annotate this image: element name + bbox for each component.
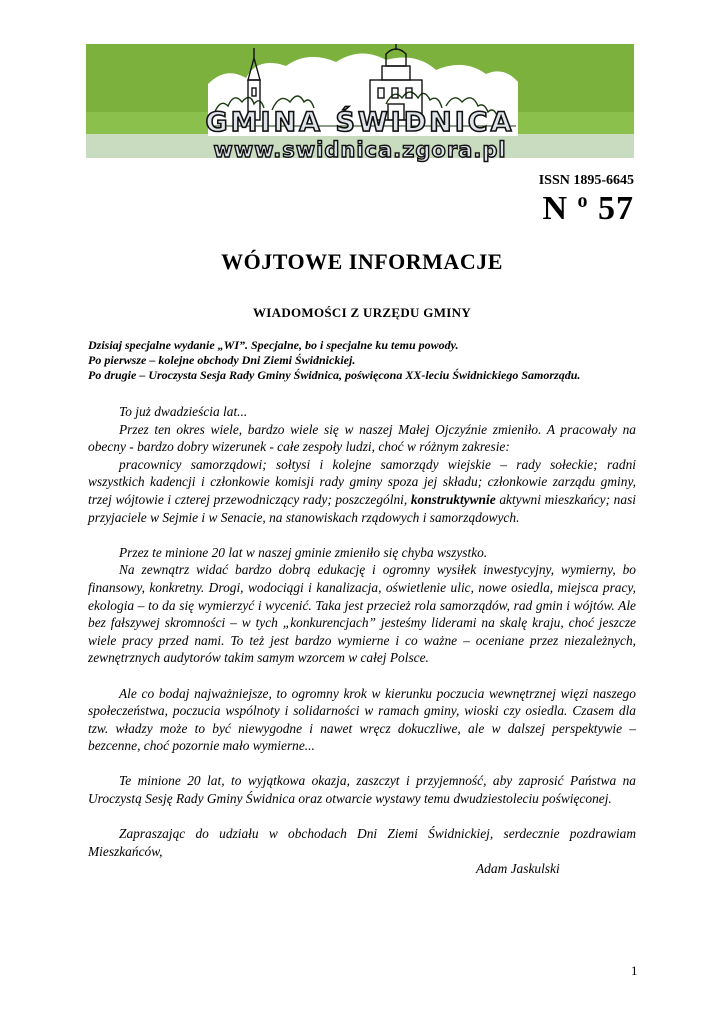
emphasized-word: konstruktywnie (410, 491, 496, 507)
paragraph: Przez te minione 20 lat w naszej gminie zmieniło się chyba wszystko. (119, 544, 488, 560)
article-body (88, 403, 636, 878)
issn-label: ISSN 1895-6645 (538, 173, 634, 188)
intro-line: Dzisiaj specjalne wydanie „WI”. Specjalne, bo i specjalne ku temu powody. (88, 338, 459, 352)
masthead-url: www.swidnica.zgora.pl (213, 138, 507, 162)
paragraph (88, 456, 636, 526)
paragraph: Przez ten okres wiele, bardzo wiele się w naszej Małej Ojczyźnie zmieniło. A pracowały na obecny - bardzo dobry wizerunek - całe zespoły ludzi, choć w różnym zakresie: (88, 421, 636, 455)
intro-block (88, 338, 648, 383)
page-number: 1 (631, 963, 638, 978)
page-subtitle: WIADOMOŚCI Z URZĘDU GMINY (252, 305, 472, 320)
issue-number (542, 190, 634, 228)
paragraph: Zapraszając do udziału w obchodach Dni Ziemi Świdnickiej, serdecznie pozdrawiam Mieszkańców, (88, 826, 636, 859)
gmina-logo (86, 44, 634, 164)
paragraph-text: pracownicy samorządowi; sołtysi i kolejne samorządy wiejskie – rady sołeckie; radni wszystkich kadencji i członkowie komisji rady gminy spoza jej składu; członkowie zarządu gminy, trzej wójtowie i czterej przewodniczący rady; poszczególni, (88, 456, 636, 507)
issue-ordinal: o (577, 190, 589, 212)
paragraph: Te minione 20 lat, to wyjątkowa okazja, zaszczyt i przyjemność, aby zaprosić Państwa na Uroczystą Sesję Rady Gminy Świdnica oraz otwarcie wystawy temu dwudziestoleciu poświęconej. (88, 773, 636, 807)
paragraph: To już dwadzieścia lat... (119, 404, 248, 419)
issue-value: 57 (598, 190, 634, 227)
intro-line: Po pierwsze – kolejne obchody Dni Ziemi Świdnickiej. (88, 353, 356, 367)
page-title: WÓJTOWE INFORMACJE (221, 249, 503, 274)
masthead-banner (86, 44, 634, 164)
paragraph: Ale co bodaj najważniejsze, to ogromny krok w kierunku poczucia wewnętrznej więzi naszego społeczeństwa, poczucia wspólnoty i solidarności w ramach gminy, wioski czy osiedla. Czasem dla tzw. władzy może to być niewygodne i nawet wręcz dokuczliwe, ale w dalszej perspektywie – bezcenne, choć pozornie mało wymierne... (88, 685, 636, 754)
masthead-title: GMINA ŚWIDNICA (205, 107, 515, 138)
paragraph: Na zewnątrz widać bardzo dobrą edukację i ogromny wysiłek inwestycyjny, wymierny, bo finansowy, konkretny. Drogi, wodociągi i kanalizacja, oświetlenie ulic, nowe osiedla, miejsca pracy, ekologia – to da się wymierzyć i wycenić. Taka jest przecież rola samorządów, rad gmin i wójtów. Ale bez fałszywej skromności – w tych „konkurencjach” jesteśmy liderami na skalę kraju, choć jeszcze wiele pracy przed nami. To też jest bardzo wymierne i co ważne – oceniane przez niezależnych, zewnętrznych audytorów takim samym wzorcem w całej Polsce. (88, 562, 636, 666)
signature: Adam Jaskulski (476, 861, 560, 877)
intro-line: Po drugie – Uroczysta Sesja Rady Gminy Świdnica, poświęcona XX-leciu Świdnickiego Samorządu. (88, 368, 581, 382)
issue-prefix: N (542, 190, 568, 227)
paragraph-text: aktywni mieszkańcy; nasi przyjaciele w Sejmie i w Senacie, na stanowiskach rządowych i samorządowych. (88, 491, 636, 525)
